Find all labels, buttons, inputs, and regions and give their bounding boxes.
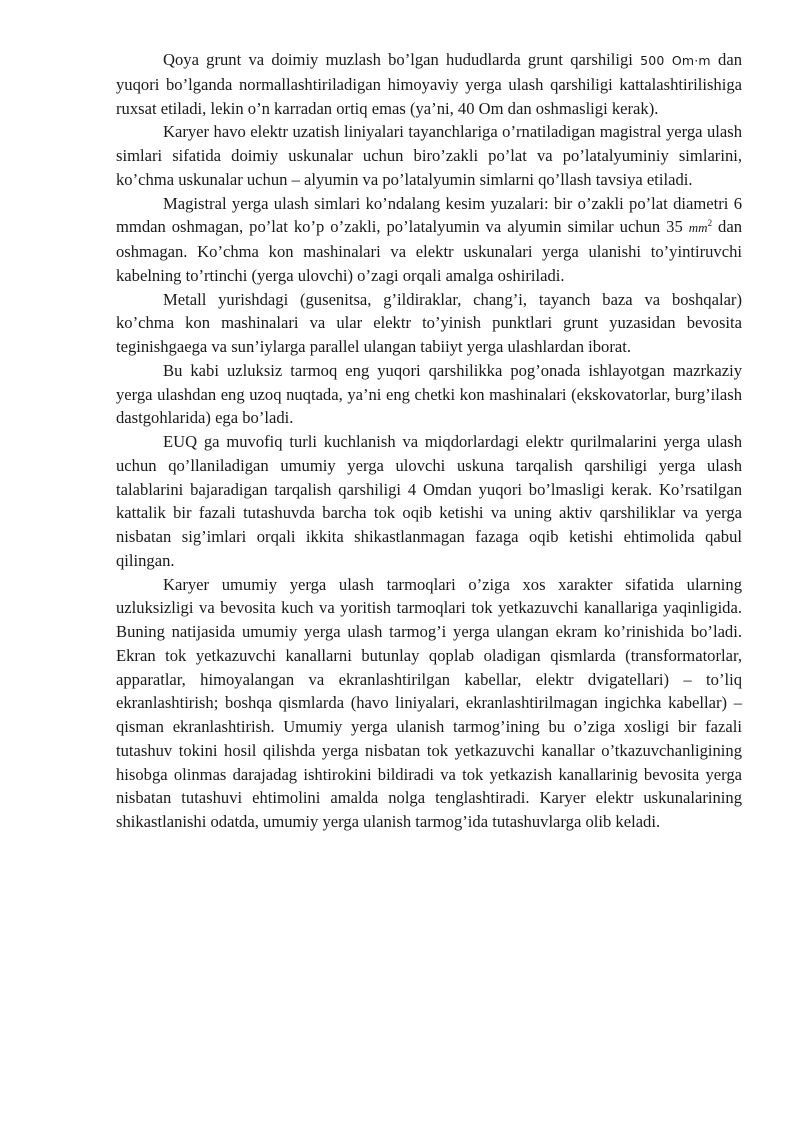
paragraph-3-text-end: dan oshmagan. Ko’chma kon mashinalari va elektr uskunalari yerga ulanishi to’yintiruvchi kabelning to’rtinchi (yerga ulovchi) o’zagi orqali amalga oshiriladi.	[116, 217, 743, 285]
paragraph-6: EUQ ga muvofiq turli kuchlanish va miqdorlardagi elektr qurilmalarini yerga ulash uchun qo’llaniladigan umumiy yerga ulovchi uskuna tarqalish qarshiligi yerga ulash talablarini bajaradigan tarqalish qarshiligi 4 Omdan yuqori bo’lmasligi kerak. Ko’rsatilgan kattalik bir fazali tutashuvda barcha tok oqib ketishi va uning aktiv qarshiliklar va yerga nisbatan sig’imlari orqali ikkita shikastlanmagan fazaga oqib ketishi ehtimolida qabul qilingan.	[116, 432, 742, 570]
resistivity-formula: 500 Om·m	[640, 53, 711, 68]
paragraph-1	[116, 48, 742, 120]
paragraph-1-text-start: Qoya grunt va doimiy muzlash bo’lgan hududlarda grunt qarshiligi	[163, 50, 641, 69]
paragraph-3-text-start: Magistral yerga ulash simlari ko’ndalang kesim yuzalari: bir o’zakli po’lat diametri 6 mmdan oshmagan, po’lat ko’p o’zakli, po’latalyumin va alyumin similar uchun 35	[116, 193, 742, 237]
area-unit: mm	[688, 220, 708, 236]
paragraph-2: Karyer havo elektr uzatish liniyalari tayanchlariga o’rnatiladigan magistral yerga ulash simlari sifatida doimiy uskunalar uchun biro’zakli po’lat va po’latalyuminiy simlarini, ko’chma uskunalar uchun – alyumin va po’latalyumin simlarni qo’llash tavsiya etiladi.	[116, 122, 742, 189]
paragraph-5: Bu kabi uzluksiz tarmoq eng yuqori qarshilikka pog’onada ishlayotgan mazrkaziy yerga ulashdan eng uzoq nuqtada, ya’ni eng chetki kon mashinalari (ekskovatorlar, burg’ilash dastgohlarida) ega bo’ladi.	[116, 360, 742, 428]
paragraph-3	[116, 192, 742, 288]
paragraph-4: Metall yurishdagi (gusenitsa, g’ildiraklar, chang’i, tayanch baza va boshqalar) ko’chma kon mashinalari va ular elektr to’yinish punktlari grunt yuzasidan bevosita teginishgaega va sun’iylarga parallel ulangan tabiiyt yerga ulashlardan iborat.	[116, 289, 742, 356]
paragraph-7: Karyer umumiy yerga ulash tarmoqlari o’ziga xos xarakter sifatida ularning uzluksizligi va bevosita kuch va yoritish tarmoqlari tok yetkazuvchi kanallariga yaqinligida. Buning natijasida umumiy yerga ulash tarmog’i yerga ulangan ekram ko’rinishida bo’ladi. Ekran tok yetkazuvchi kanallarni butunlay qoplab oladigan qismlarda (transformatorlar, apparatlar, himoyalangan va ekranlashtirilgan kabellar, elektr dvigatellari) – to’liq ekranlashtirish; boshqa qismlarda (havo liniyalari, ekranlashtirilmagan ingichka kabellar) – qisman ekranlashtirish. Umumiy yerga ulanish tarmog’ining bu o’ziga xosligi bir fazali tutashuv tokini hosil qilishda yerga nisbatan tok yetkazuvchi kanallar o’tkazuvchanligining hisobga olinmas darajadag ishtirokini bildiradi va tok yetkazish kanallarinig bevosita yerga nisbatan tutashuvi ehtimolini amalda nolga tenglashtiradi. Karyer elektr uskunalarining shikastlanishi odatda, umumiy yerga ulanish tarmog’ida tutashuvlarga olib keladi.	[116, 574, 742, 831]
document-page	[116, 48, 742, 834]
area-unit-exponent: 2	[707, 218, 713, 229]
paragraph-1-text-end: dan yuqori bo’lganda normallashtiriladigan himoyaviy yerga ulash qarshiligi kattalashtirilishiga ruxsat etiladi, lekin o’n karradan ortiq emas (ya’ni, 40 Om dan oshmasligi kerak).	[116, 50, 742, 118]
